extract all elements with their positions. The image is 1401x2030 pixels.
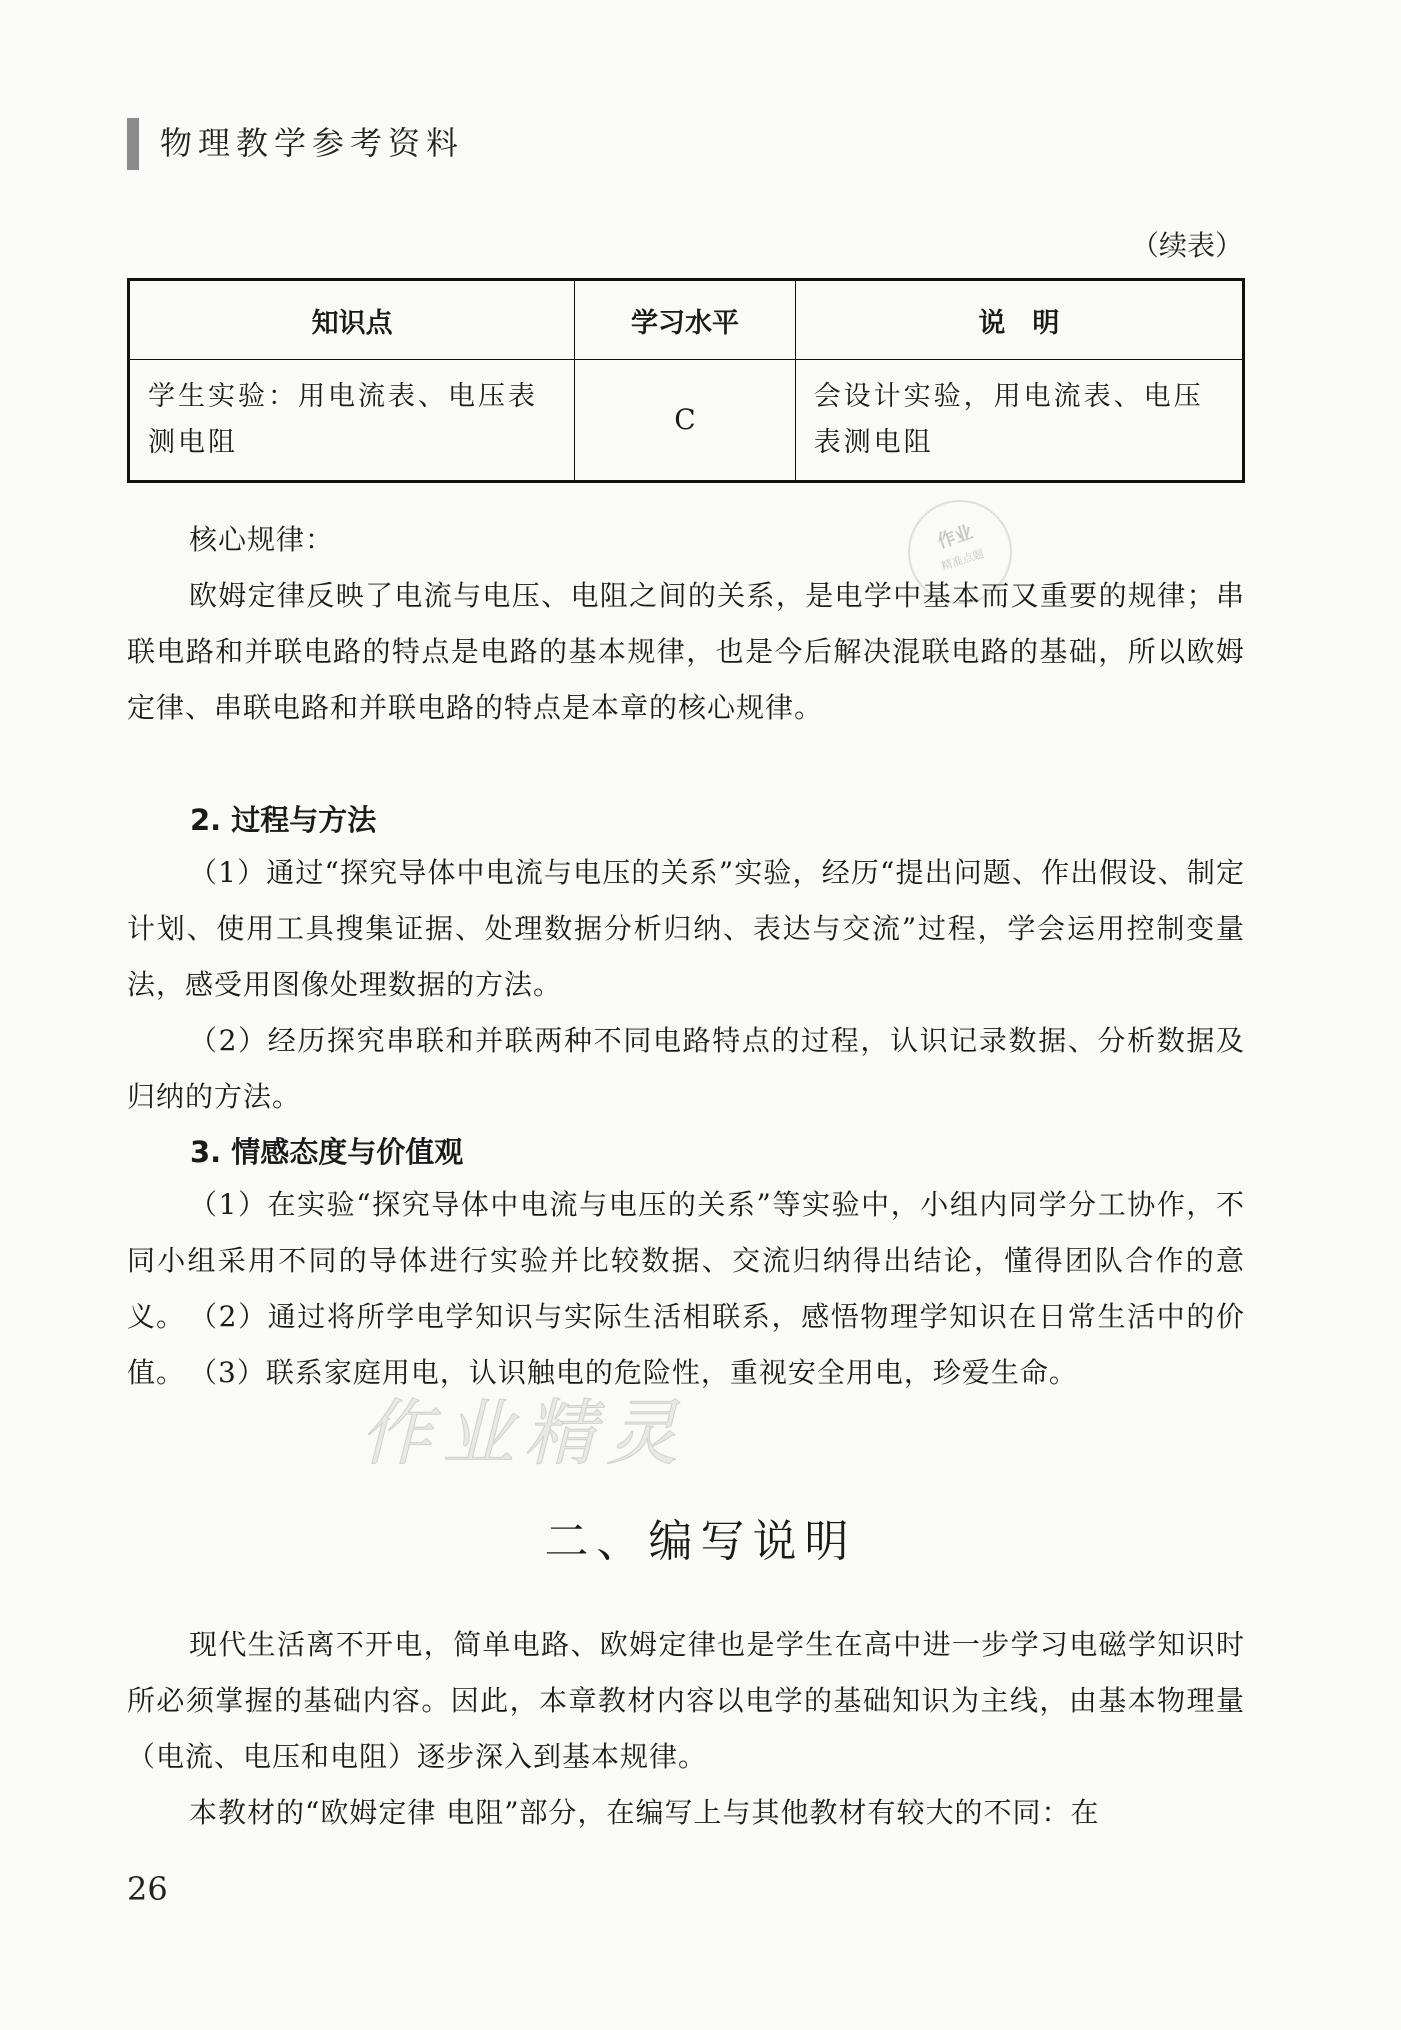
core-law-text: 欧姆定律反映了电流与电压、电阻之间的关系，是电学中基本而又重要的规律；串联电路和并联电路的特点是电路的基本规律，也是今后解决混联电路的基础，所以欧姆定律、串联电路和并联电路的特点是本章的核心规律。 bbox=[127, 579, 1245, 724]
col-header-level: 学习水平 bbox=[575, 280, 795, 360]
attitude-item-1: （1）在实验“探究导体中电流与电压的关系”等实验中，小组内同学分工协作，不同小组采用不同的导体进行实验并比较数据、交流归纳得出结论，懂得团队合作的意义。 bbox=[127, 1188, 1245, 1333]
section-title: 二、编写说明 bbox=[544, 1516, 857, 1567]
table-header-row bbox=[129, 280, 1244, 360]
heading-process-methods: 2. 过程与方法 bbox=[190, 803, 377, 837]
stamp-line-1: 作业 bbox=[934, 521, 976, 553]
table-row bbox=[129, 360, 1244, 482]
stamp-line-2: 精准点题 bbox=[939, 547, 986, 574]
table-continued-label: （续表） bbox=[1130, 229, 1243, 262]
cell-topic: 学生实验：用电流表、电压表测电阻 bbox=[129, 360, 575, 482]
attitude-item-3: （3）联系家庭用电，认识触电的危险性，重视安全用电，珍爱生命。 bbox=[189, 1356, 1078, 1389]
cell-note: 会设计实验，用电流表、电压表测电阻 bbox=[795, 360, 1243, 482]
running-header-title: 物理教学参考资料 bbox=[160, 124, 465, 162]
section2-paragraph-1: 现代生活离不开电，简单电路、欧姆定律也是学生在高中进一步学习电磁学知识时所必须掌握的基础内容。因此，本章教材内容以电学的基础知识为主线，由基本物理量（电流、电压和电阻）逐步深入到基本规律。 bbox=[127, 1628, 1245, 1773]
col-header-topic: 知识点 bbox=[129, 280, 575, 360]
watermark: 作业精灵 bbox=[360, 1391, 689, 1475]
heading-attitudes-values: 3. 情感态度与价值观 bbox=[190, 1135, 464, 1169]
page-number: 26 bbox=[127, 1870, 168, 1908]
col-header-note: 说 明 bbox=[795, 280, 1243, 360]
section2-paragraph-2: 本教材的“欧姆定律 电阻”部分，在编写上与其他教材有较大的不同：在 bbox=[189, 1796, 1100, 1829]
header-accent-bar bbox=[127, 118, 139, 170]
cell-level: C bbox=[575, 360, 795, 482]
attitude-item-2: （2）通过将所学电学知识与实际生活相联系，感悟物理学知识在日常生活中的价值。 bbox=[127, 1300, 1245, 1389]
core-law-label: 核心规律： bbox=[189, 523, 335, 556]
knowledge-table bbox=[127, 278, 1245, 483]
process-item-2: （2）经历探究串联和并联两种不同电路特点的过程，认识记录数据、分析数据及归纳的方法。 bbox=[127, 1024, 1245, 1113]
process-item-1: （1）通过“探究导体中电流与电压的关系”实验，经历“提出问题、作出假设、制定计划、使用工具搜集证据、处理数据分析归纳、表达与交流”过程，学会运用控制变量法，感受用图像处理数据的方法。 bbox=[127, 856, 1245, 1001]
